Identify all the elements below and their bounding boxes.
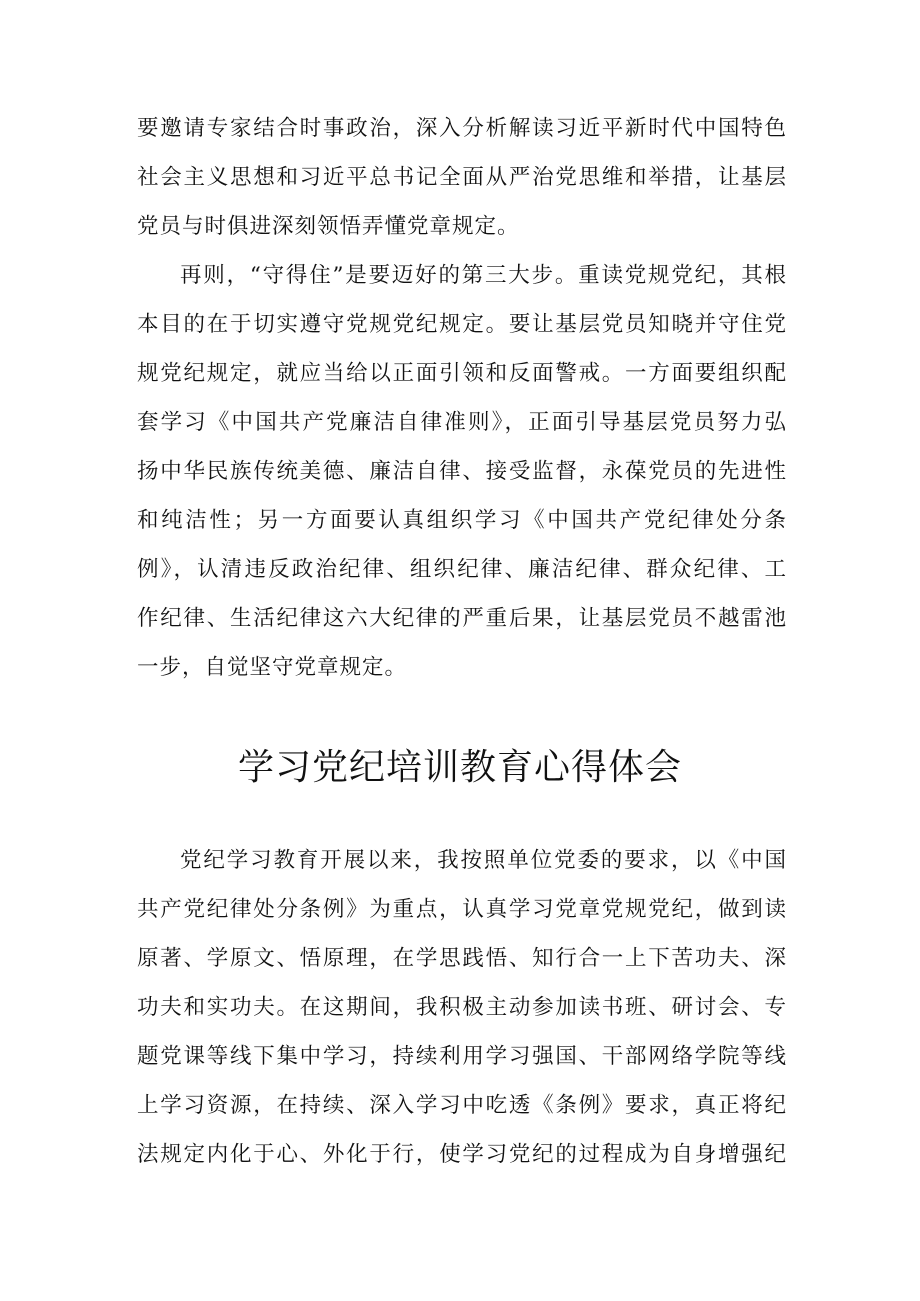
text-line: 党员与时俱进深刻领悟弄懂党章规定。 <box>137 214 520 239</box>
article-body-paragraph <box>137 836 787 1179</box>
text-line: 本目的在于切实遵守党规党纪规定。要让基层党员知晓并守住党 <box>137 312 787 337</box>
text-line: 法规定内化于心、外化于行，使学习党纪的过程成为自身增强纪 <box>137 1142 787 1167</box>
text-line: 上学习资源，在持续、深入学习中吃透《条例》要求，真正将纪 <box>137 1093 787 1118</box>
article-title: 学习党纪培训教育心得体会 <box>237 747 682 788</box>
text-line: 社会主义思想和习近平总书记全面从严治党思维和举措，让基层 <box>137 165 787 190</box>
text-line: 原著、学原文、悟原理，在学思践悟、知行合一上下苦功夫、深 <box>137 946 787 971</box>
text-line: 一步，自觉坚守党章规定。 <box>137 655 408 680</box>
text-line: 题党课等线下集中学习，持续利用学习强国、干部网络学院等线 <box>137 1044 787 1069</box>
text-line: 再则，“守得住”是要迈好的第三大步。重读党规党纪，其根 <box>180 263 787 288</box>
text-line: 套学习《中国共产党廉洁自律准则》，正面引导基层党员努力弘 <box>137 410 787 435</box>
text-line: 党纪学习教育开展以来，我按照单位党委的要求，以《中国 <box>180 848 787 873</box>
paragraph-continuation <box>137 104 787 251</box>
text-line: 扬中华民族传统美德、廉洁自律、接受监督，永葆党员的先进性 <box>137 459 787 484</box>
text-line: 作纪律、生活纪律这六大纪律的严重后果，让基层党员不越雷池 <box>137 606 787 631</box>
paragraph-third-step <box>137 251 787 692</box>
text-line: 规党纪规定，就应当给以正面引领和反面警戒。一方面要组织配 <box>137 361 787 386</box>
text-line: 和纯洁性；另一方面要认真组织学习《中国共产党纪律处分条 <box>137 508 787 533</box>
text-line: 共产党纪律处分条例》为重点，认真学习党章党规党纪，做到读 <box>137 897 787 922</box>
text-line: 例》，认清违反政治纪律、组织纪律、廉洁纪律、群众纪律、工 <box>137 557 787 582</box>
text-line: 要邀请专家结合时事政治，深入分析解读习近平新时代中国特色 <box>137 116 787 141</box>
text-line: 功夫和实功夫。在这期间，我积极主动参加读书班、研讨会、专 <box>137 995 787 1020</box>
